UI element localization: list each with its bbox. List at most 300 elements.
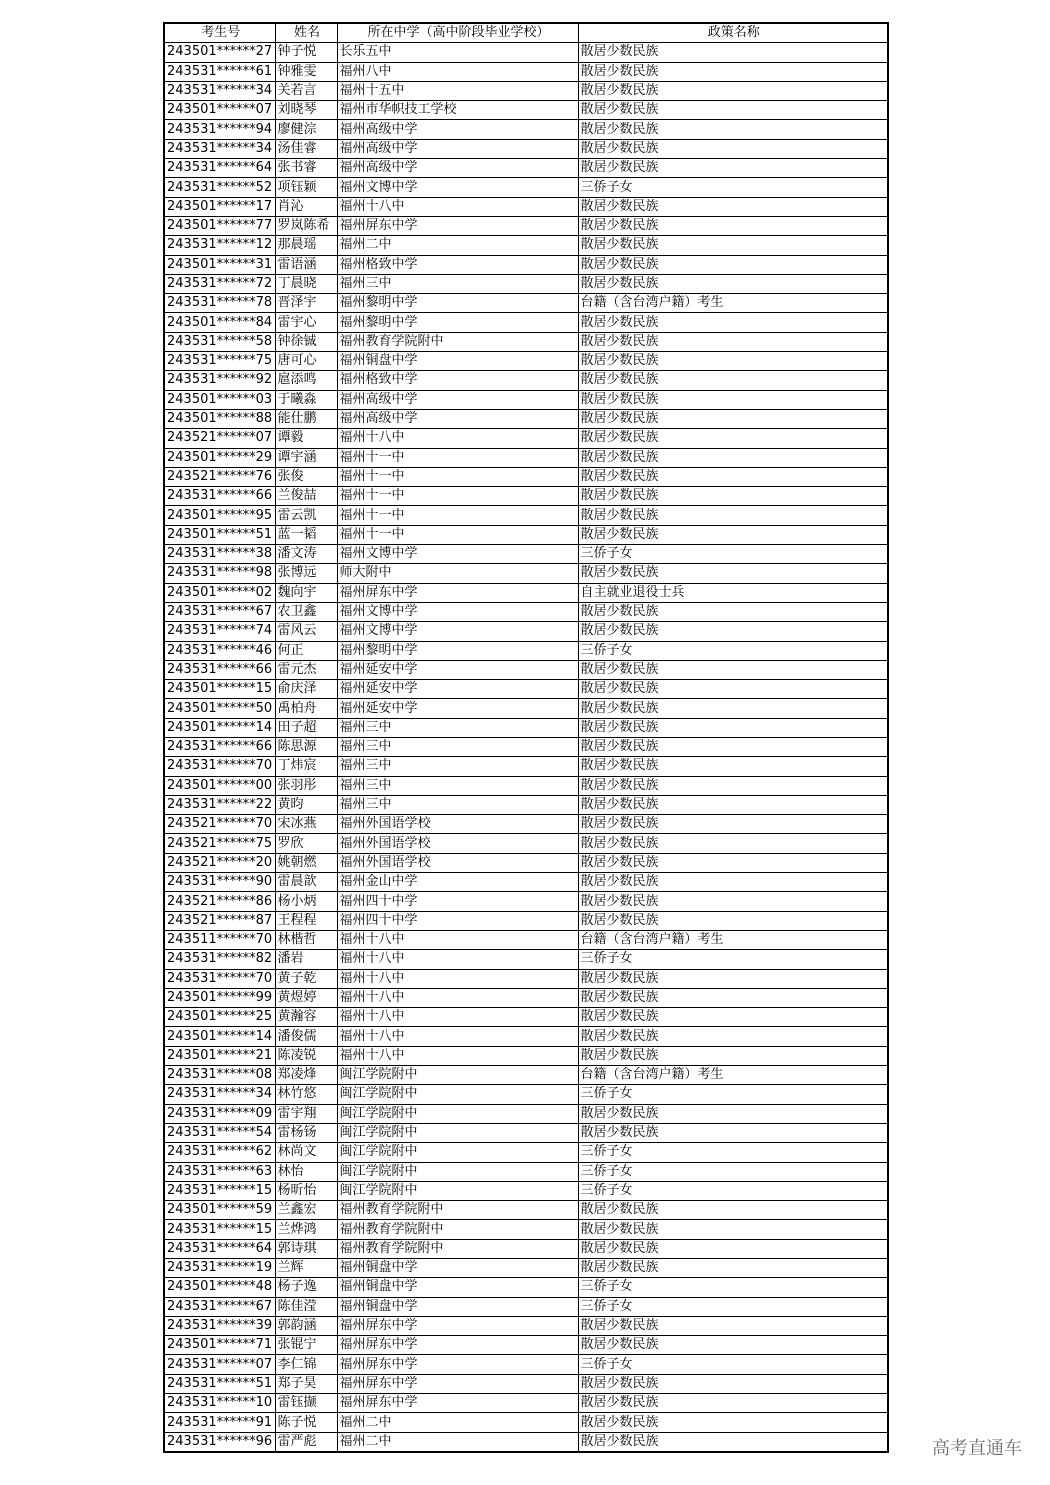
table-row bbox=[164, 506, 888, 525]
policy-cell: 散居少数民族 bbox=[578, 873, 888, 892]
exam-number-cell: 243501******50 bbox=[164, 699, 275, 718]
table-row bbox=[164, 1239, 888, 1258]
school-cell: 福州三中 bbox=[337, 737, 578, 756]
school-cell: 福州延安中学 bbox=[337, 660, 578, 679]
table-row bbox=[164, 1123, 888, 1142]
student-name-cell: 郑子昊 bbox=[275, 1374, 337, 1393]
table-row bbox=[164, 1201, 888, 1220]
school-cell: 闽江学院附中 bbox=[337, 1143, 578, 1162]
table-row bbox=[164, 1413, 888, 1432]
student-name-cell: 兰俊喆 bbox=[275, 487, 337, 506]
policy-cell: 散居少数民族 bbox=[578, 757, 888, 776]
table-row bbox=[164, 255, 888, 274]
student-name-cell: 魏向宇 bbox=[275, 583, 337, 602]
table-row bbox=[164, 178, 888, 197]
exam-number-cell: 243521******20 bbox=[164, 853, 275, 872]
exam-number-cell: 243501******03 bbox=[164, 390, 275, 409]
policy-cell: 散居少数民族 bbox=[578, 81, 888, 100]
exam-number-cell: 243531******67 bbox=[164, 1297, 275, 1316]
policy-cell: 散居少数民族 bbox=[578, 1374, 888, 1393]
exam-number-cell: 243501******25 bbox=[164, 1008, 275, 1027]
exam-number-cell: 243531******62 bbox=[164, 1143, 275, 1162]
policy-cell: 散居少数民族 bbox=[578, 274, 888, 293]
exam-number-cell: 243501******77 bbox=[164, 216, 275, 235]
table-row bbox=[164, 332, 888, 351]
school-cell: 福州十五中 bbox=[337, 81, 578, 100]
table-row bbox=[164, 834, 888, 853]
student-name-cell: 俞庆泽 bbox=[275, 680, 337, 699]
student-name-cell: 杨子逸 bbox=[275, 1278, 337, 1297]
school-cell: 闽江学院附中 bbox=[337, 1104, 578, 1123]
policy-cell: 散居少数民族 bbox=[578, 1413, 888, 1432]
table-row bbox=[164, 1143, 888, 1162]
table-row bbox=[164, 525, 888, 544]
student-name-cell: 钟子悦 bbox=[275, 43, 337, 62]
table-row bbox=[164, 43, 888, 62]
student-name-cell: 宋冰燕 bbox=[275, 815, 337, 834]
table-row bbox=[164, 448, 888, 467]
student-name-cell: 陈思源 bbox=[275, 737, 337, 756]
policy-cell: 散居少数民族 bbox=[578, 815, 888, 834]
header-policy: 政策名称 bbox=[578, 23, 888, 43]
exam-number-cell: 243501******84 bbox=[164, 313, 275, 332]
student-name-cell: 姚朝燃 bbox=[275, 853, 337, 872]
policy-cell: 散居少数民族 bbox=[578, 776, 888, 795]
table-row bbox=[164, 390, 888, 409]
school-cell: 福州文博中学 bbox=[337, 178, 578, 197]
exam-number-cell: 243501******99 bbox=[164, 988, 275, 1007]
header-name: 姓名 bbox=[275, 23, 337, 43]
policy-cell: 三侨子女 bbox=[578, 641, 888, 660]
exam-number-cell: 243531******61 bbox=[164, 62, 275, 81]
exam-number-cell: 243531******72 bbox=[164, 274, 275, 293]
student-name-cell: 雷杨钖 bbox=[275, 1123, 337, 1142]
policy-cell: 散居少数民族 bbox=[578, 332, 888, 351]
table-header-row bbox=[164, 23, 888, 43]
school-cell: 闽江学院附中 bbox=[337, 1085, 578, 1104]
table-row bbox=[164, 62, 888, 81]
student-name-cell: 禹柏舟 bbox=[275, 699, 337, 718]
policy-cell: 散居少数民族 bbox=[578, 622, 888, 641]
school-cell: 福州十一中 bbox=[337, 487, 578, 506]
school-cell: 福州二中 bbox=[337, 236, 578, 255]
exam-number-cell: 243501******14 bbox=[164, 1027, 275, 1046]
policy-cell: 散居少数民族 bbox=[578, 699, 888, 718]
school-cell: 福州黎明中学 bbox=[337, 313, 578, 332]
policy-cell: 散居少数民族 bbox=[578, 62, 888, 81]
exam-number-cell: 243501******29 bbox=[164, 448, 275, 467]
policy-cell: 散居少数民族 bbox=[578, 101, 888, 120]
student-name-cell: 雷钰撷 bbox=[275, 1394, 337, 1413]
table-row bbox=[164, 1355, 888, 1374]
school-cell: 福州屏东中学 bbox=[337, 1394, 578, 1413]
student-name-cell: 雷晨歆 bbox=[275, 873, 337, 892]
school-cell: 福州黎明中学 bbox=[337, 294, 578, 313]
table-row bbox=[164, 969, 888, 988]
policy-cell: 三侨子女 bbox=[578, 545, 888, 564]
table-row bbox=[164, 1046, 888, 1065]
exam-number-cell: 243531******51 bbox=[164, 1374, 275, 1393]
exam-number-cell: 243531******70 bbox=[164, 757, 275, 776]
school-cell: 福州屏东中学 bbox=[337, 216, 578, 235]
exam-number-cell: 243531******70 bbox=[164, 969, 275, 988]
exam-number-cell: 243531******07 bbox=[164, 1355, 275, 1374]
school-cell: 福州外国语学校 bbox=[337, 815, 578, 834]
policy-cell: 自主就业退役士兵 bbox=[578, 583, 888, 602]
student-name-cell: 陈凌锐 bbox=[275, 1046, 337, 1065]
policy-cell: 三侨子女 bbox=[578, 1355, 888, 1374]
exam-number-cell: 243501******14 bbox=[164, 718, 275, 737]
table-row bbox=[164, 274, 888, 293]
school-cell: 福州外国语学校 bbox=[337, 834, 578, 853]
exam-number-cell: 243531******12 bbox=[164, 236, 275, 255]
school-cell: 福州十一中 bbox=[337, 525, 578, 544]
student-name-cell: 钟徐铖 bbox=[275, 332, 337, 351]
school-cell: 福州教育学院附中 bbox=[337, 1220, 578, 1239]
policy-cell: 散居少数民族 bbox=[578, 602, 888, 621]
school-cell: 福州三中 bbox=[337, 718, 578, 737]
student-name-cell: 潘岩 bbox=[275, 950, 337, 969]
policy-cell: 散居少数民族 bbox=[578, 853, 888, 872]
policy-cell: 台籍（含台湾户籍）考生 bbox=[578, 930, 888, 949]
exam-number-cell: 243531******19 bbox=[164, 1259, 275, 1278]
exam-number-cell: 243531******82 bbox=[164, 950, 275, 969]
school-cell: 福州屏东中学 bbox=[337, 583, 578, 602]
school-cell: 福州屏东中学 bbox=[337, 1355, 578, 1374]
exam-number-cell: 243531******66 bbox=[164, 487, 275, 506]
policy-cell: 三侨子女 bbox=[578, 1143, 888, 1162]
student-name-cell: 肖沁 bbox=[275, 197, 337, 216]
exam-number-cell: 243531******64 bbox=[164, 159, 275, 178]
table-row bbox=[164, 699, 888, 718]
student-name-cell: 蓝一韬 bbox=[275, 525, 337, 544]
school-cell: 闽江学院附中 bbox=[337, 1181, 578, 1200]
student-name-cell: 林竹悠 bbox=[275, 1085, 337, 1104]
exam-number-cell: 243501******71 bbox=[164, 1336, 275, 1355]
student-name-cell: 张羽彤 bbox=[275, 776, 337, 795]
exam-number-cell: 243501******17 bbox=[164, 197, 275, 216]
school-cell: 闽江学院附中 bbox=[337, 1066, 578, 1085]
policy-cell: 散居少数民族 bbox=[578, 988, 888, 1007]
table-row bbox=[164, 1374, 888, 1393]
school-cell: 福州四十中学 bbox=[337, 892, 578, 911]
exam-number-cell: 243521******87 bbox=[164, 911, 275, 930]
table-row bbox=[164, 216, 888, 235]
table-row bbox=[164, 101, 888, 120]
school-cell: 福州十八中 bbox=[337, 988, 578, 1007]
student-name-cell: 于曦淼 bbox=[275, 390, 337, 409]
policy-cell: 散居少数民族 bbox=[578, 911, 888, 930]
school-cell: 福州教育学院附中 bbox=[337, 332, 578, 351]
policy-cell: 散居少数民族 bbox=[578, 216, 888, 235]
table-row bbox=[164, 371, 888, 390]
exam-number-cell: 243531******74 bbox=[164, 622, 275, 641]
school-cell: 福州铜盘中学 bbox=[337, 352, 578, 371]
policy-cell: 三侨子女 bbox=[578, 1278, 888, 1297]
exam-number-cell: 243521******76 bbox=[164, 467, 275, 486]
school-cell: 福州十八中 bbox=[337, 1008, 578, 1027]
table-row bbox=[164, 120, 888, 139]
school-cell: 福州铜盘中学 bbox=[337, 1278, 578, 1297]
table-row bbox=[164, 737, 888, 756]
policy-cell: 散居少数民族 bbox=[578, 1239, 888, 1258]
student-name-cell: 黄昀 bbox=[275, 795, 337, 814]
student-name-cell: 雷严彪 bbox=[275, 1432, 337, 1452]
policy-cell: 台籍（含台湾户籍）考生 bbox=[578, 294, 888, 313]
policy-cell: 散居少数民族 bbox=[578, 718, 888, 737]
school-cell: 福州铜盘中学 bbox=[337, 1297, 578, 1316]
policy-cell: 散居少数民族 bbox=[578, 892, 888, 911]
policy-cell: 散居少数民族 bbox=[578, 1123, 888, 1142]
policy-cell: 三侨子女 bbox=[578, 178, 888, 197]
exam-number-cell: 243531******94 bbox=[164, 120, 275, 139]
school-cell: 福州八中 bbox=[337, 62, 578, 81]
exam-number-cell: 243521******07 bbox=[164, 429, 275, 448]
school-cell: 福州二中 bbox=[337, 1413, 578, 1432]
exam-number-cell: 243531******58 bbox=[164, 332, 275, 351]
school-cell: 福州十八中 bbox=[337, 950, 578, 969]
school-cell: 福州三中 bbox=[337, 795, 578, 814]
policy-cell: 散居少数民族 bbox=[578, 1259, 888, 1278]
school-cell: 福州黎明中学 bbox=[337, 641, 578, 660]
policy-cell: 散居少数民族 bbox=[578, 197, 888, 216]
school-cell: 师大附中 bbox=[337, 564, 578, 583]
policy-roster-table bbox=[163, 22, 889, 1453]
school-cell: 福州高级中学 bbox=[337, 390, 578, 409]
table-row bbox=[164, 1297, 888, 1316]
table-row bbox=[164, 1220, 888, 1239]
table-row bbox=[164, 1432, 888, 1452]
table-row bbox=[164, 545, 888, 564]
student-name-cell: 兰辉 bbox=[275, 1259, 337, 1278]
student-name-cell: 张锟宁 bbox=[275, 1336, 337, 1355]
exam-number-cell: 243531******38 bbox=[164, 545, 275, 564]
exam-number-cell: 243501******31 bbox=[164, 255, 275, 274]
table-row bbox=[164, 1336, 888, 1355]
table-row bbox=[164, 1066, 888, 1085]
policy-cell: 散居少数民族 bbox=[578, 564, 888, 583]
exam-number-cell: 243531******90 bbox=[164, 873, 275, 892]
school-cell: 福州教育学院附中 bbox=[337, 1239, 578, 1258]
school-cell: 福州十八中 bbox=[337, 1027, 578, 1046]
table-row bbox=[164, 1259, 888, 1278]
policy-cell: 散居少数民族 bbox=[578, 313, 888, 332]
table-row bbox=[164, 873, 888, 892]
table-row bbox=[164, 680, 888, 699]
policy-cell: 散居少数民族 bbox=[578, 467, 888, 486]
exam-number-cell: 243501******48 bbox=[164, 1278, 275, 1297]
table-row bbox=[164, 159, 888, 178]
student-name-cell: 田子超 bbox=[275, 718, 337, 737]
policy-cell: 三侨子女 bbox=[578, 950, 888, 969]
exam-number-cell: 243531******39 bbox=[164, 1316, 275, 1335]
school-cell: 福州十八中 bbox=[337, 1046, 578, 1065]
table-row bbox=[164, 1394, 888, 1413]
student-name-cell: 兰鑫宏 bbox=[275, 1201, 337, 1220]
student-name-cell: 郭诗琪 bbox=[275, 1239, 337, 1258]
table-row bbox=[164, 757, 888, 776]
student-name-cell: 潘文涛 bbox=[275, 545, 337, 564]
student-name-cell: 廖健淙 bbox=[275, 120, 337, 139]
table-row bbox=[164, 641, 888, 660]
table-row bbox=[164, 795, 888, 814]
policy-cell: 散居少数民族 bbox=[578, 1027, 888, 1046]
exam-number-cell: 243531******96 bbox=[164, 1432, 275, 1452]
table-row bbox=[164, 718, 888, 737]
table-row bbox=[164, 1181, 888, 1200]
table-row bbox=[164, 776, 888, 795]
school-cell: 福州二中 bbox=[337, 1432, 578, 1452]
policy-cell: 三侨子女 bbox=[578, 1162, 888, 1181]
table-row bbox=[164, 622, 888, 641]
student-name-cell: 那晨瑶 bbox=[275, 236, 337, 255]
student-name-cell: 唐可心 bbox=[275, 352, 337, 371]
student-name-cell: 林尚文 bbox=[275, 1143, 337, 1162]
exam-number-cell: 243501******27 bbox=[164, 43, 275, 62]
school-cell: 福州高级中学 bbox=[337, 409, 578, 428]
school-cell: 福州文博中学 bbox=[337, 602, 578, 621]
table-row bbox=[164, 988, 888, 1007]
policy-cell: 散居少数民族 bbox=[578, 139, 888, 158]
school-cell: 福州十八中 bbox=[337, 197, 578, 216]
student-name-cell: 晋泽宇 bbox=[275, 294, 337, 313]
table-row bbox=[164, 1008, 888, 1027]
table-row bbox=[164, 583, 888, 602]
table-row bbox=[164, 197, 888, 216]
exam-number-cell: 243501******02 bbox=[164, 583, 275, 602]
student-name-cell: 雷风云 bbox=[275, 622, 337, 641]
student-name-cell: 何正 bbox=[275, 641, 337, 660]
table-row bbox=[164, 487, 888, 506]
policy-cell: 散居少数民族 bbox=[578, 371, 888, 390]
table-row bbox=[164, 853, 888, 872]
table-row bbox=[164, 602, 888, 621]
policy-cell: 散居少数民族 bbox=[578, 352, 888, 371]
student-name-cell: 杨小炳 bbox=[275, 892, 337, 911]
student-name-cell: 项钰颖 bbox=[275, 178, 337, 197]
policy-cell: 台籍（含台湾户籍）考生 bbox=[578, 1066, 888, 1085]
student-name-cell: 丁晨晓 bbox=[275, 274, 337, 293]
exam-number-cell: 243531******22 bbox=[164, 795, 275, 814]
student-name-cell: 农卫鑫 bbox=[275, 602, 337, 621]
exam-number-cell: 243501******21 bbox=[164, 1046, 275, 1065]
table-row bbox=[164, 911, 888, 930]
student-name-cell: 李仁锦 bbox=[275, 1355, 337, 1374]
policy-cell: 散居少数民族 bbox=[578, 1316, 888, 1335]
school-cell: 福州十八中 bbox=[337, 930, 578, 949]
policy-cell: 散居少数民族 bbox=[578, 236, 888, 255]
school-cell: 福州十八中 bbox=[337, 969, 578, 988]
student-name-cell: 郑凌烽 bbox=[275, 1066, 337, 1085]
school-cell: 福州铜盘中学 bbox=[337, 1259, 578, 1278]
policy-cell: 散居少数民族 bbox=[578, 506, 888, 525]
school-cell: 福州屏东中学 bbox=[337, 1336, 578, 1355]
policy-cell: 散居少数民族 bbox=[578, 660, 888, 679]
student-name-cell: 杨昕怡 bbox=[275, 1181, 337, 1200]
policy-cell: 三侨子女 bbox=[578, 1085, 888, 1104]
exam-number-cell: 243531******34 bbox=[164, 139, 275, 158]
school-cell: 福州教育学院附中 bbox=[337, 1201, 578, 1220]
school-cell: 福州十一中 bbox=[337, 506, 578, 525]
school-cell: 福州外国语学校 bbox=[337, 853, 578, 872]
policy-cell: 散居少数民族 bbox=[578, 120, 888, 139]
header-exam-number: 考生号 bbox=[164, 23, 275, 43]
school-cell: 福州延安中学 bbox=[337, 680, 578, 699]
policy-cell: 散居少数民族 bbox=[578, 487, 888, 506]
student-name-cell: 张书睿 bbox=[275, 159, 337, 178]
student-name-cell: 雷云凯 bbox=[275, 506, 337, 525]
table-row bbox=[164, 236, 888, 255]
school-cell: 福州市华帜技工学校 bbox=[337, 101, 578, 120]
policy-cell: 散居少数民族 bbox=[578, 390, 888, 409]
student-name-cell: 陈子悦 bbox=[275, 1413, 337, 1432]
policy-cell: 散居少数民族 bbox=[578, 737, 888, 756]
policy-cell: 散居少数民族 bbox=[578, 969, 888, 988]
school-cell: 福州格致中学 bbox=[337, 255, 578, 274]
exam-number-cell: 243531******54 bbox=[164, 1123, 275, 1142]
policy-cell: 三侨子女 bbox=[578, 1181, 888, 1200]
student-name-cell: 黄瀚容 bbox=[275, 1008, 337, 1027]
student-name-cell: 郭韵涵 bbox=[275, 1316, 337, 1335]
school-cell: 福州四十中学 bbox=[337, 911, 578, 930]
exam-number-cell: 243501******07 bbox=[164, 101, 275, 120]
table-row bbox=[164, 467, 888, 486]
policy-cell: 散居少数民族 bbox=[578, 834, 888, 853]
exam-number-cell: 243511******70 bbox=[164, 930, 275, 949]
school-cell: 长乐五中 bbox=[337, 43, 578, 62]
student-name-cell: 陈佳滢 bbox=[275, 1297, 337, 1316]
school-cell: 福州三中 bbox=[337, 757, 578, 776]
policy-cell: 三侨子女 bbox=[578, 1297, 888, 1316]
school-cell: 福州三中 bbox=[337, 776, 578, 795]
policy-cell: 散居少数民族 bbox=[578, 429, 888, 448]
school-cell: 福州十一中 bbox=[337, 448, 578, 467]
exam-number-cell: 243521******70 bbox=[164, 815, 275, 834]
school-cell: 闽江学院附中 bbox=[337, 1162, 578, 1181]
student-name-cell: 雷语涵 bbox=[275, 255, 337, 274]
student-name-cell: 雷元杰 bbox=[275, 660, 337, 679]
student-name-cell: 雷宇心 bbox=[275, 313, 337, 332]
school-cell: 福州高级中学 bbox=[337, 139, 578, 158]
school-cell: 福州格致中学 bbox=[337, 371, 578, 390]
student-name-cell: 张博远 bbox=[275, 564, 337, 583]
table-row bbox=[164, 1162, 888, 1181]
school-cell: 福州文博中学 bbox=[337, 622, 578, 641]
student-name-cell: 林楷哲 bbox=[275, 930, 337, 949]
table-body bbox=[164, 43, 888, 1452]
policy-cell: 散居少数民族 bbox=[578, 1220, 888, 1239]
policy-cell: 散居少数民族 bbox=[578, 1008, 888, 1027]
school-cell: 福州延安中学 bbox=[337, 699, 578, 718]
school-cell: 福州高级中学 bbox=[337, 120, 578, 139]
header-school: 所在中学（高中阶段毕业学校） bbox=[337, 23, 578, 43]
student-name-cell: 林怡 bbox=[275, 1162, 337, 1181]
table-row bbox=[164, 564, 888, 583]
exam-number-cell: 243501******15 bbox=[164, 680, 275, 699]
student-name-cell: 汤佳睿 bbox=[275, 139, 337, 158]
exam-number-cell: 243531******98 bbox=[164, 564, 275, 583]
exam-number-cell: 243531******15 bbox=[164, 1181, 275, 1200]
policy-cell: 散居少数民族 bbox=[578, 409, 888, 428]
exam-number-cell: 243531******66 bbox=[164, 737, 275, 756]
student-name-cell: 罗欣 bbox=[275, 834, 337, 853]
table-row bbox=[164, 429, 888, 448]
table-row bbox=[164, 1104, 888, 1123]
school-cell: 闽江学院附中 bbox=[337, 1123, 578, 1142]
school-cell: 福州金山中学 bbox=[337, 873, 578, 892]
student-name-cell: 关若言 bbox=[275, 81, 337, 100]
exam-number-cell: 243531******52 bbox=[164, 178, 275, 197]
